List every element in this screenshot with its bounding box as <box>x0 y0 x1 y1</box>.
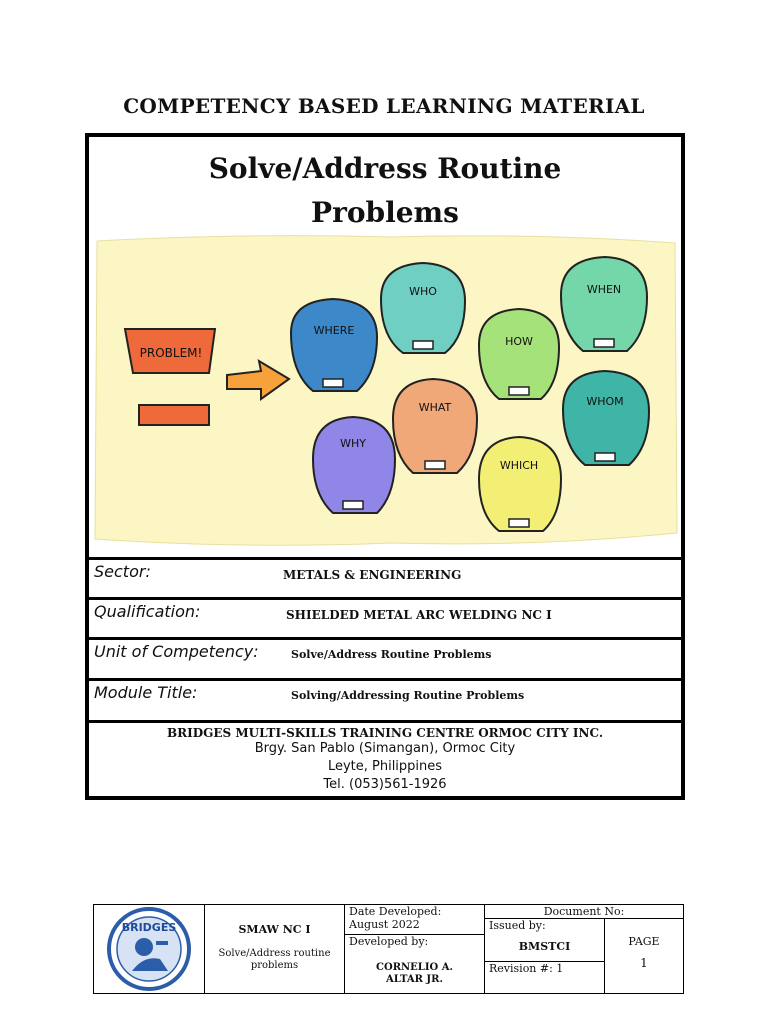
problem-label: PROBLEM! <box>139 346 203 360</box>
address-line-2: Leyte, Philippines <box>327 759 443 774</box>
developed-by-label: Developed by: <box>349 935 429 948</box>
page-number: 1 <box>640 956 648 970</box>
qualification-row <box>89 597 681 631</box>
bulb-what <box>393 379 477 473</box>
bulb-label: WHICH <box>499 459 539 472</box>
document-no-label: Document No: <box>543 905 625 918</box>
qualification-label: Qualification: <box>94 602 201 621</box>
bulb-how <box>479 309 559 399</box>
module-title-value: Solving/Addressing Routine Problems <box>291 689 525 702</box>
bulb-which <box>479 437 561 531</box>
page-label: PAGE <box>628 935 660 948</box>
module-title-row <box>89 678 681 712</box>
bulb-label: WHERE <box>313 324 355 337</box>
course-code: SMAW NC I <box>238 923 311 936</box>
bulb-label: WHOM <box>586 395 624 408</box>
bulb-whom <box>563 371 649 465</box>
document-header: COMPETENCY BASED LEARNING MATERIAL <box>123 94 645 118</box>
developer-name: CORNELIO A. ALTAR JR. <box>376 962 453 985</box>
unit-of-competency-row <box>89 637 681 671</box>
qualification-value: SHIELDED METAL ARC WELDING NC I <box>286 608 552 622</box>
date-developed-value: August 2022 <box>349 918 420 931</box>
issued-cell <box>485 919 605 962</box>
issued-by-label: Issued by: <box>489 919 546 932</box>
cover-frame <box>85 133 685 800</box>
bulb-label: WHO <box>409 285 437 298</box>
sector-row <box>89 557 681 591</box>
document-no-cell <box>485 905 683 919</box>
issuer-name: BMSTCI <box>518 940 571 953</box>
bulb-when <box>561 257 647 351</box>
module-title <box>89 147 681 235</box>
course-cell <box>205 905 345 993</box>
organization-block <box>89 720 681 796</box>
address-line-1: Brgy. San Pablo (Simangan), Ormoc City <box>254 741 516 756</box>
logo-cell <box>94 905 205 993</box>
bulb-where <box>291 299 377 391</box>
sector-label: Sector: <box>94 562 151 581</box>
unit-of-competency-label: Unit of Competency: <box>94 642 259 661</box>
revision-cell <box>485 962 605 993</box>
organization-name: BRIDGES MULTI-SKILLS TRAINING CENTRE ORMOC CITY INC. <box>166 726 604 740</box>
document-footer-table <box>93 904 684 994</box>
page-cell <box>605 919 683 993</box>
date-developed-label: Date Developed: <box>349 905 442 918</box>
title-line-2: Problems <box>311 196 459 229</box>
date-cell <box>345 905 485 935</box>
bulb-label: HOW <box>505 335 533 348</box>
title-line-1: Solve/Address Routine <box>208 152 562 185</box>
bulb-why <box>313 417 395 513</box>
bulb-label: WHAT <box>418 401 452 414</box>
bridges-logo <box>104 907 194 991</box>
developer-cell <box>345 935 485 993</box>
problem-questions-illustration <box>91 233 679 551</box>
telephone: Tel. (053)561-1926 <box>323 777 447 792</box>
revision-number: Revision #: 1 <box>489 962 564 975</box>
sector-value: METALS & ENGINEERING <box>283 568 462 582</box>
bulb-label: WHY <box>340 437 366 450</box>
logo-text: BRIDGES <box>121 921 177 934</box>
course-description: Solve/Address routine problems <box>218 948 331 971</box>
unit-of-competency-value: Solve/Address Routine Problems <box>291 648 492 661</box>
bulb-who <box>381 263 465 353</box>
bulb-label: WHEN <box>586 283 622 296</box>
module-title-label: Module Title: <box>94 683 198 702</box>
